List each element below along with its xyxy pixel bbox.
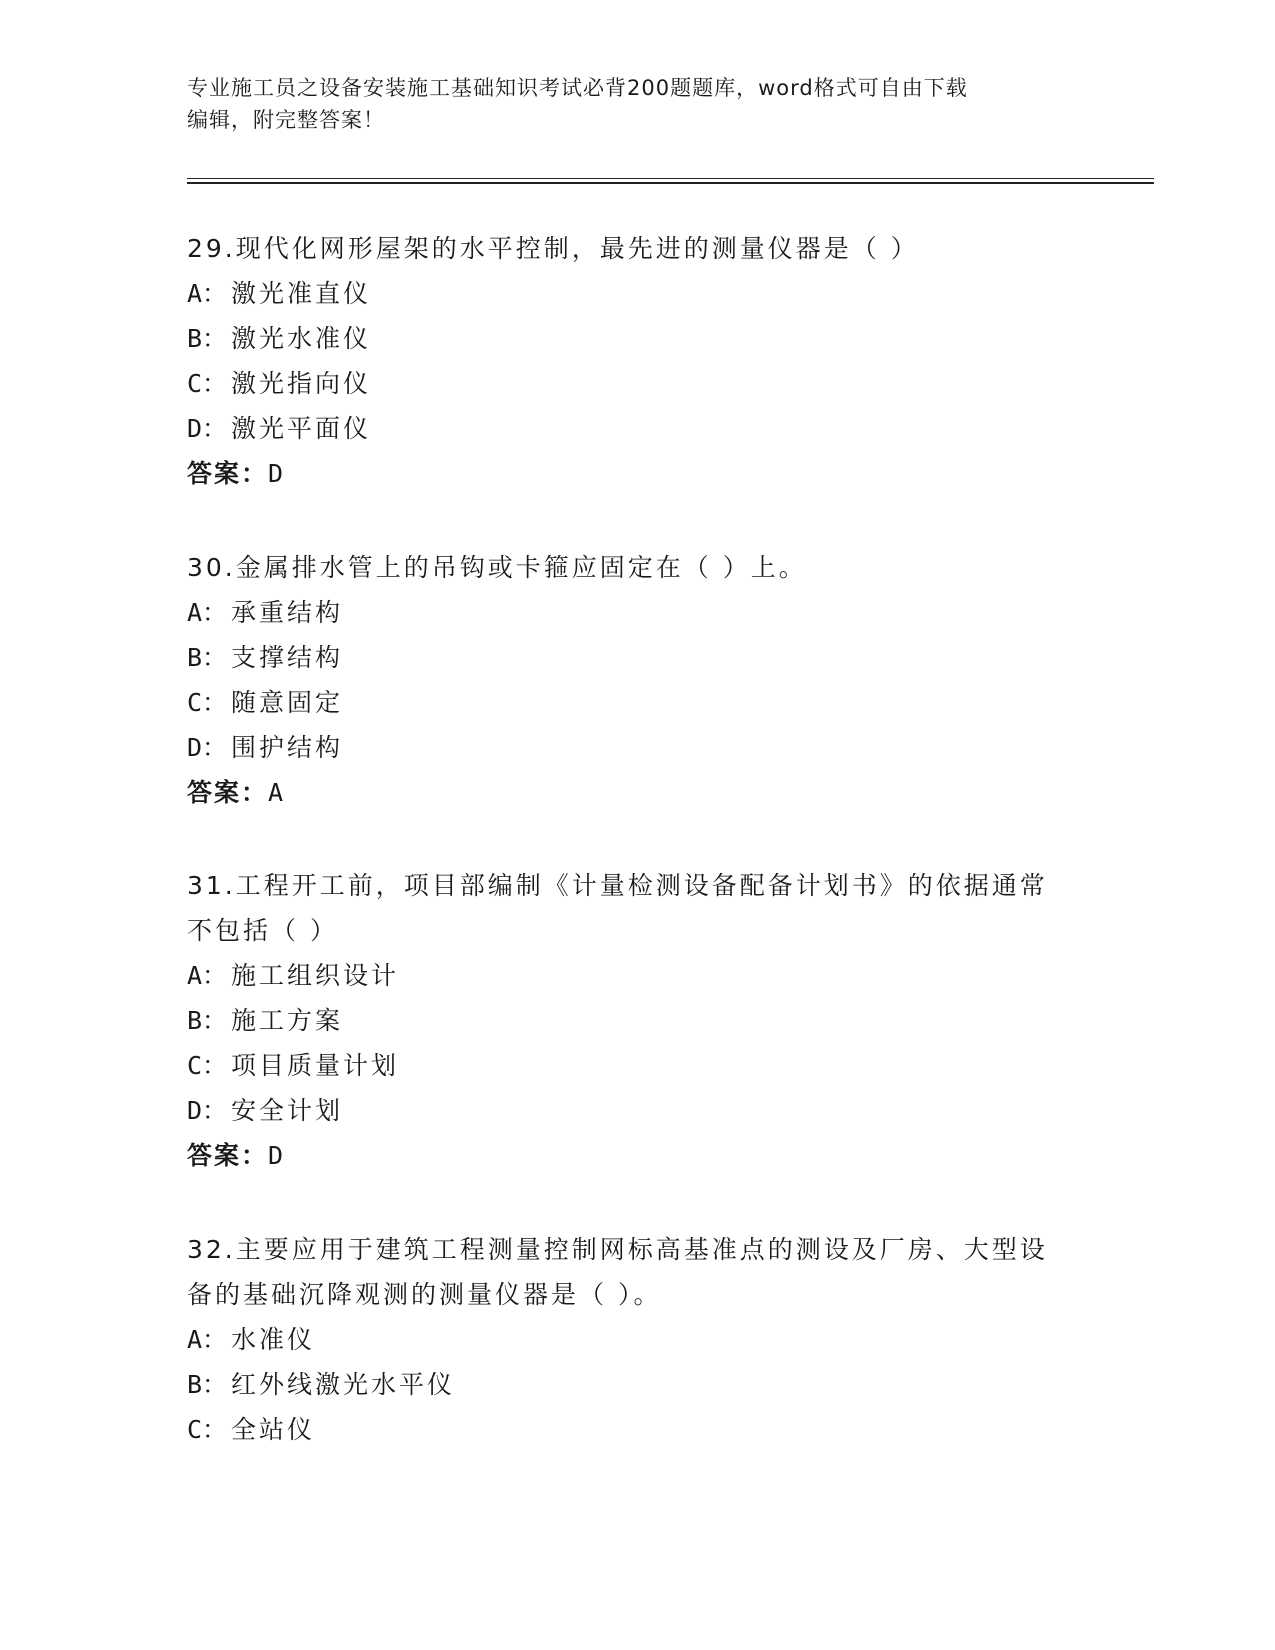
option-key: A：: [187, 961, 228, 990]
option-text: 全站仪: [231, 1415, 316, 1444]
option-d: [187, 406, 1087, 451]
option-b: [187, 635, 1087, 680]
option-key: A：: [187, 1325, 228, 1354]
answer-line: [187, 451, 1087, 496]
answer-label: 答案：: [187, 459, 269, 488]
option-c: [187, 361, 1087, 406]
question-31: [187, 863, 1087, 1178]
option-b: [187, 1362, 1087, 1407]
option-b: [187, 998, 1087, 1043]
option-text: 激光平面仪: [231, 414, 372, 443]
question-29: [187, 226, 1087, 496]
option-text: 红外线激光水平仪: [231, 1370, 456, 1399]
option-d: [187, 1088, 1087, 1133]
option-a: [187, 1317, 1087, 1362]
option-c: [187, 1407, 1087, 1452]
option-text: 项目质量计划: [231, 1051, 400, 1080]
answer-line: [187, 1133, 1087, 1178]
option-text: 安全计划: [231, 1096, 344, 1125]
option-text: 施工组织设计: [231, 961, 400, 990]
option-text: 承重结构: [231, 598, 344, 627]
question-stem: 32.主要应用于建筑工程测量控制网标高基准点的测设及厂房、大型设: [187, 1235, 1048, 1264]
header-divider-thin: [187, 178, 1154, 179]
question-30: [187, 545, 1087, 815]
option-text: 水准仪: [231, 1325, 316, 1354]
option-text: 围护结构: [231, 733, 344, 762]
option-text: 施工方案: [231, 1006, 344, 1035]
option-a: [187, 590, 1087, 635]
option-key: B：: [187, 1006, 228, 1035]
answer-value: D: [268, 459, 286, 488]
option-key: D：: [187, 1096, 228, 1125]
option-key: C：: [187, 369, 228, 398]
option-key: B：: [187, 324, 228, 353]
answer-label: 答案：: [187, 778, 269, 807]
header-line-2: 编辑，附完整答案！: [187, 108, 385, 132]
option-a: [187, 271, 1087, 316]
question-stem: 31.工程开工前，项目部编制《计量检测设备配备计划书》的依据通常: [187, 871, 1048, 900]
answer-label: 答案：: [187, 1141, 269, 1170]
header-line-1: 专业施工员之设备安装施工基础知识考试必背200题题库，word格式可自由下载: [187, 76, 968, 100]
question-stem: 29.现代化网形屋架的水平控制，最先进的测量仪器是（ ）: [187, 234, 919, 263]
option-key: C：: [187, 1051, 228, 1080]
option-key: C：: [187, 1415, 228, 1444]
option-text: 激光准直仪: [231, 279, 372, 308]
question-stem: 不包括（ ）: [187, 916, 338, 945]
question-stem: 备的基础沉降观测的测量仪器是（ ）。: [187, 1280, 662, 1309]
option-key: B：: [187, 643, 228, 672]
question-32: [187, 1227, 1087, 1452]
option-c: [187, 1043, 1087, 1088]
option-text: 随意固定: [231, 688, 344, 717]
option-key: A：: [187, 598, 228, 627]
option-text: 支撑结构: [231, 643, 344, 672]
option-text: 激光指向仪: [231, 369, 372, 398]
option-a: [187, 953, 1087, 998]
option-key: D：: [187, 414, 228, 443]
option-key: C：: [187, 688, 228, 717]
answer-line: [187, 770, 1087, 815]
option-c: [187, 680, 1087, 725]
option-d: [187, 725, 1087, 770]
header-divider-thick: [187, 182, 1154, 184]
option-b: [187, 316, 1087, 361]
document-header: [187, 72, 1087, 136]
answer-value: D: [268, 1141, 286, 1170]
option-key: B：: [187, 1370, 228, 1399]
option-key: D：: [187, 733, 228, 762]
question-stem: 30.金属排水管上的吊钩或卡箍应固定在（ ）上。: [187, 553, 807, 582]
option-text: 激光水准仪: [231, 324, 372, 353]
answer-value: A: [268, 778, 286, 807]
option-key: A：: [187, 279, 228, 308]
